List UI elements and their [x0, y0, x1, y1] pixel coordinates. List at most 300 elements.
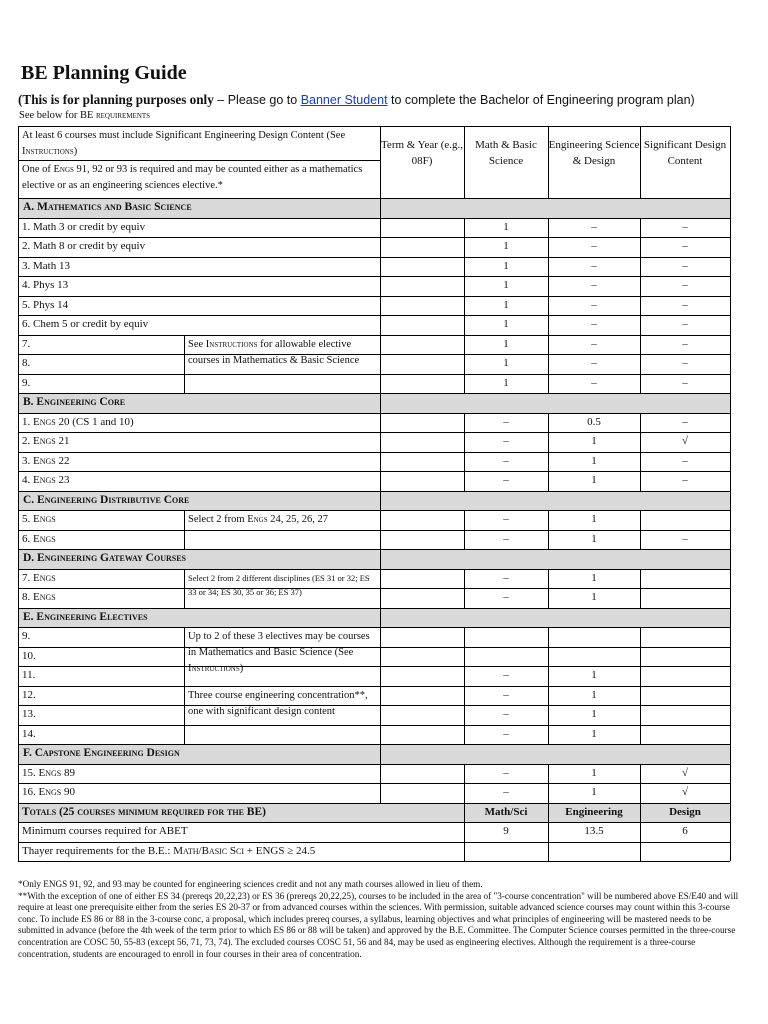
- math-credit: 1: [503, 298, 509, 311]
- table-column-rule: [464, 315, 465, 335]
- page-title: BE Planning Guide: [21, 62, 187, 84]
- table-column-rule: [184, 510, 185, 530]
- col-engineering-science-design: Engineering Science & Design: [548, 139, 640, 167]
- engineering-credit: –: [591, 279, 597, 291]
- table-column-rule: [640, 257, 641, 277]
- term-year-input[interactable]: [380, 627, 464, 647]
- engineering-credit: 1: [591, 766, 597, 779]
- math-credit: –: [503, 708, 509, 720]
- table-column-rule: [380, 705, 381, 725]
- table-column-rule: [640, 354, 641, 374]
- design-credit: –: [682, 259, 688, 272]
- table-column-rule: [380, 549, 381, 569]
- table-column-rule: [464, 432, 465, 452]
- design-credit: –: [682, 220, 688, 233]
- table-column-rule: [548, 842, 549, 862]
- term-year-input[interactable]: [380, 315, 464, 335]
- table-column-rule: [640, 335, 641, 355]
- row-label: [18, 783, 380, 803]
- table-column-rule: [548, 783, 549, 803]
- row-label-engs: Engs: [33, 474, 56, 486]
- table-rule: [18, 764, 730, 765]
- table-column-rule: [184, 666, 185, 686]
- header-engs-note-a: One of: [22, 164, 54, 175]
- table-column-rule: [548, 315, 549, 335]
- table-column-rule: [640, 126, 641, 198]
- table-rule: [18, 315, 730, 316]
- table-column-rule: [464, 647, 465, 667]
- math-credit: –: [503, 727, 509, 740]
- table-column-rule: [548, 627, 549, 647]
- section-a-title: A. Mathematics and Basic Science: [23, 201, 192, 213]
- table-column-rule: [380, 276, 381, 296]
- table-column-rule: [380, 491, 381, 511]
- engineering-credit: 1: [591, 669, 597, 681]
- table-column-rule: [640, 686, 641, 706]
- header-engs-note-engs: Engs: [53, 164, 74, 175]
- table-column-rule: [640, 783, 641, 803]
- table-column-rule: [640, 530, 641, 550]
- table-column-rule: [548, 705, 549, 725]
- table-rule: [18, 413, 730, 414]
- table-rule: [18, 218, 730, 219]
- table-column-rule: [640, 413, 641, 433]
- row-label: [18, 588, 184, 608]
- table-rule: [18, 471, 730, 472]
- table-rule: [18, 452, 730, 453]
- math-credit: 1: [503, 240, 509, 252]
- section-b-title: B. Engineering Core: [23, 396, 126, 408]
- math-credit: 1: [503, 279, 509, 291]
- table-column-rule: [640, 296, 641, 316]
- table-column-rule: [380, 530, 381, 550]
- table-column-rule: [640, 588, 641, 608]
- table-column-rule: [380, 471, 381, 491]
- engineering-credit: 1: [591, 454, 597, 467]
- row-label: [18, 471, 380, 491]
- math-credit: 1: [503, 376, 509, 389]
- section-d-title: D. Engineering Gateway Courses: [23, 552, 186, 564]
- table-rule: [18, 608, 730, 609]
- term-year-input[interactable]: [380, 686, 464, 706]
- design-credit: –: [682, 279, 688, 291]
- table-column-rule: [640, 803, 641, 823]
- table-column-rule: [464, 822, 465, 842]
- note-c-select: Select 2 from: [188, 514, 248, 525]
- header-design-note-end: ): [73, 145, 78, 157]
- section-d: [18, 549, 730, 569]
- design-credit: –: [682, 415, 688, 428]
- term-year-input[interactable]: [380, 296, 464, 316]
- row-label: 10.: [22, 649, 36, 662]
- design-credit: –: [682, 298, 688, 311]
- row-label-engs: Engs: [33, 532, 56, 545]
- design-credit: –: [682, 337, 688, 350]
- table-column-rule: [380, 666, 381, 686]
- row-label-prefix: 8.: [22, 591, 33, 603]
- row-label-suffix: 23: [55, 474, 70, 486]
- row-label-prefix: 2.: [22, 435, 33, 447]
- row-label-prefix: 6.: [22, 532, 33, 545]
- row-label-prefix: 15.: [22, 766, 39, 779]
- table-rule: [18, 530, 730, 531]
- table-column-rule: [640, 666, 641, 686]
- term-year-input[interactable]: [380, 530, 464, 550]
- design-credit: √: [681, 786, 689, 798]
- footnote-2: **With the exception of one of either ES 34 (prereqs 20,22,23) or ES 36 (prereqs 20,22,25), courses to be included in the area of "3-course concentration" will be numbered above ES/E40 and will require at least one prerequisite either from the series ES 20-37 or from advanced courses within the sciences. With permission, suitable advanced science courses may count within this 3-course conc. To include ES 86 or 88 in the 3-course conc, a proposal, which includes prereq courses, a syllabus, learning objectives and what principles of engineering will be mastered needs to be submitted in advance (before the 4th week of the term prior to which ES 86 or 88 will be taken) and approved by the B.E. Committee. The Computer Science courses permitted in the three-course concentration are COSC 50, 55-83 (except 56, 71, 73, 74). The excluded courses COSC 51, 56 and 84, may be used as engineering electives. Although the requirement is a three-course concentration, students are encouraged to enroll in four courses in their area of concentration.: [18, 890, 739, 959]
- table-column-rule: [640, 452, 641, 472]
- table-rule: [18, 491, 730, 492]
- table-column-rule: [464, 218, 465, 238]
- row-label-engs: Engs: [33, 571, 56, 584]
- table-column-rule: [640, 822, 641, 842]
- table-column-rule: [184, 530, 185, 550]
- header-divider: [18, 160, 380, 161]
- term-year-input[interactable]: [380, 374, 464, 394]
- table-column-rule: [184, 335, 185, 355]
- header-design-note-instructions: Instructions: [22, 145, 74, 157]
- term-year-input[interactable]: [380, 705, 464, 725]
- table-column-rule: [640, 842, 641, 862]
- table-rule: [18, 198, 730, 199]
- table-column-rule: [464, 510, 465, 530]
- note-e-upto: Up to 2 of these 3 electives may be courses in Mathematics and Basic Science (See: [188, 631, 370, 658]
- term-year-input[interactable]: [380, 666, 464, 686]
- term-year-input[interactable]: [380, 432, 464, 452]
- note-concentration: [184, 686, 380, 745]
- subtitle: [18, 92, 695, 108]
- abet-eng: 13.5: [584, 825, 604, 837]
- row-label: 11.: [22, 669, 36, 681]
- table-column-rule: [640, 218, 641, 238]
- row-label-prefix: 5.: [22, 513, 33, 525]
- table-column-rule: [380, 686, 381, 706]
- row-label: 13.: [22, 708, 36, 720]
- table-column-rule: [464, 237, 465, 257]
- math-credit: –: [503, 688, 509, 701]
- row-label-suffix: 22: [55, 454, 70, 467]
- row-label-engs: Engs: [38, 766, 62, 779]
- abet-math: 9: [503, 825, 509, 837]
- math-credit: –: [503, 571, 509, 584]
- note-c-list: 24, 25, 26, 27: [267, 514, 328, 525]
- engineering-credit: –: [591, 259, 597, 272]
- table-column-rule: [380, 335, 381, 355]
- table-column-rule: [184, 588, 185, 608]
- table-column-rule: [548, 432, 549, 452]
- math-credit: 1: [503, 357, 509, 369]
- table-column-rule: [640, 764, 641, 784]
- note-e-instructions: Instructions: [188, 663, 240, 674]
- table-column-rule: [640, 705, 641, 725]
- row-label-prefix: 4.: [22, 474, 33, 486]
- design-credit: –: [682, 454, 688, 467]
- table-column-rule: [548, 296, 549, 316]
- math-credit: –: [503, 669, 509, 681]
- table-column-rule: [380, 198, 381, 218]
- design-credit: [640, 569, 730, 589]
- note-a-rest: for allowable elective courses in Mathematics & Basic Science: [188, 338, 360, 366]
- math-credit: –: [503, 532, 509, 545]
- table-column-rule: [380, 744, 381, 764]
- math-credit: –: [503, 415, 509, 428]
- table-column-rule: [548, 803, 549, 823]
- design-credit: [640, 705, 730, 725]
- design-credit: –: [682, 357, 688, 369]
- table-column-rule: [548, 588, 549, 608]
- row-label: [18, 510, 184, 530]
- section-f-title: F. Capstone Engineering Design: [23, 747, 180, 759]
- term-year-input[interactable]: [380, 354, 464, 374]
- row-label-prefix: 3.: [22, 454, 33, 467]
- table-column-rule: [548, 647, 549, 667]
- table-column-rule: [184, 705, 185, 725]
- row-label: [18, 530, 184, 550]
- engineering-credit: 1: [591, 532, 597, 545]
- design-credit: √: [681, 435, 689, 447]
- table-column-rule: [464, 335, 465, 355]
- see-below-requirements: requirements: [95, 110, 151, 121]
- row-label-suffix: 21: [55, 435, 70, 447]
- table-column-rule: [18, 126, 19, 861]
- engineering-credit: [548, 627, 640, 647]
- math-credit: [464, 647, 548, 667]
- note-math-electives: [184, 335, 380, 394]
- design-credit: [640, 666, 730, 686]
- header-design-note: [18, 127, 378, 160]
- term-year-input[interactable]: [380, 276, 464, 296]
- row-label-engs: Engs: [38, 786, 62, 798]
- table-column-rule: [640, 237, 641, 257]
- table-column-rule: [380, 432, 381, 452]
- table-column-rule: [380, 315, 381, 335]
- term-year-input[interactable]: [380, 335, 464, 355]
- table-column-rule: [548, 471, 549, 491]
- note-a-instructions: Instructions: [205, 338, 258, 350]
- totals-label: Totals (25 courses minimum required for the BE): [22, 805, 266, 818]
- math-credit: –: [503, 454, 509, 467]
- table-column-rule: [380, 725, 381, 745]
- table-rule: [18, 276, 730, 277]
- table-column-rule: [380, 374, 381, 394]
- table-column-rule: [184, 569, 185, 589]
- section-c-shade: [464, 491, 730, 511]
- table-column-rule: [548, 354, 549, 374]
- engineering-credit: 1: [591, 708, 597, 720]
- term-year-input[interactable]: [380, 510, 464, 530]
- section-a-shade: [464, 198, 730, 218]
- table-column-rule: [380, 627, 381, 647]
- math-credit: –: [503, 766, 509, 779]
- table-column-rule: [548, 257, 549, 277]
- table-column-rule: [184, 627, 185, 647]
- row-label: 12.: [22, 688, 36, 701]
- row-label-engs: Engs: [33, 591, 56, 603]
- table-column-rule: [380, 257, 381, 277]
- table-rule: [18, 569, 730, 570]
- header-engs-note-c: 91, 92 or 93 is required and may be counted either as a mathematics elective or as an engineering sciences elective.*: [22, 164, 363, 191]
- engineering-credit: 0.5: [587, 415, 601, 428]
- section-d-shade: [464, 549, 730, 569]
- design-credit: –: [682, 474, 688, 486]
- design-credit: [640, 627, 730, 647]
- table-column-rule: [640, 725, 641, 745]
- design-credit: –: [682, 532, 688, 545]
- math-credit: 1: [503, 337, 509, 350]
- table-column-rule: [640, 432, 641, 452]
- table-column-rule: [184, 374, 185, 394]
- term-year-input[interactable]: [380, 647, 464, 667]
- design-credit: –: [682, 376, 688, 389]
- term-year-input[interactable]: [380, 569, 464, 589]
- table-column-rule: [380, 354, 381, 374]
- table-rule: [18, 126, 730, 127]
- term-year-input[interactable]: [380, 413, 464, 433]
- table-column-rule: [380, 126, 381, 198]
- table-rule: [18, 861, 730, 862]
- engineering-credit: 1: [591, 688, 597, 701]
- row-label: 7.: [22, 337, 31, 350]
- table-rule: [18, 725, 730, 726]
- section-b: [18, 393, 730, 413]
- note-d-select: Select 2 from 2 different disciplines (ES 31 or 32; ES 33 or 34; ES 30, 35 or 36; ES 37): [188, 572, 370, 597]
- table-rule: [18, 705, 730, 706]
- design-credit: –: [682, 318, 688, 330]
- term-year-input[interactable]: [380, 257, 464, 277]
- table-column-rule: [464, 686, 465, 706]
- table-column-rule: [548, 530, 549, 550]
- totals-math-header: Math/Sci: [484, 805, 528, 818]
- table-column-rule: [548, 413, 549, 433]
- engineering-credit: 1: [591, 513, 597, 525]
- table-column-rule: [380, 393, 381, 413]
- table-column-rule: [380, 237, 381, 257]
- engineering-credit: 1: [591, 786, 597, 798]
- table-column-rule: [548, 569, 549, 589]
- note-a-see: See: [188, 338, 206, 350]
- table-rule: [18, 393, 730, 394]
- term-year-input[interactable]: [380, 764, 464, 784]
- table-column-rule: [184, 686, 185, 706]
- row-label: 9.: [22, 376, 31, 389]
- row-label: [18, 432, 380, 452]
- subtitle-bold: (This is for planning purposes only: [18, 92, 214, 107]
- design-credit: [640, 647, 730, 667]
- term-year-input[interactable]: [380, 452, 464, 472]
- table-column-rule: [380, 647, 381, 667]
- table-rule: [18, 666, 730, 667]
- row-label: [18, 413, 380, 433]
- table-column-rule: [548, 725, 549, 745]
- term-year-input[interactable]: [380, 783, 464, 803]
- math-credit: –: [503, 474, 509, 486]
- note-elective-math: [184, 627, 380, 686]
- row-label-suffix: 89: [61, 766, 75, 779]
- table-column-rule: [640, 510, 641, 530]
- table-column-rule: [464, 452, 465, 472]
- row-label-prefix: 7.: [22, 571, 33, 584]
- table-rule: [18, 627, 730, 628]
- totals-design-header: Design: [669, 805, 701, 818]
- section-e: [18, 608, 730, 628]
- section-c-title: C. Engineering Distributive Core: [23, 493, 190, 506]
- table-column-rule: [640, 647, 641, 667]
- totals-eng-header: Engineering: [565, 805, 623, 818]
- engineering-credit: 1: [591, 571, 597, 584]
- table-column-rule: [464, 803, 465, 823]
- table-column-rule: [464, 471, 465, 491]
- term-year-input[interactable]: [380, 588, 464, 608]
- row-label-suffix: 90: [61, 786, 75, 798]
- table-rule: [18, 822, 730, 823]
- table-column-rule: [464, 705, 465, 725]
- section-f-shade: [464, 744, 730, 764]
- section-f: [18, 744, 730, 764]
- term-year-input[interactable]: [380, 237, 464, 257]
- table-column-rule: [184, 725, 185, 745]
- table-column-rule: [464, 413, 465, 433]
- term-year-input[interactable]: [380, 471, 464, 491]
- table-column-rule: [464, 627, 465, 647]
- table-rule: [18, 803, 730, 804]
- design-credit: [640, 725, 730, 745]
- table-rule: [18, 354, 730, 355]
- table-column-rule: [464, 764, 465, 784]
- row-label-engs: Engs: [33, 513, 56, 525]
- table-column-rule: [380, 783, 381, 803]
- table-column-rule: [380, 218, 381, 238]
- term-year-input[interactable]: [380, 725, 464, 745]
- table-column-rule: [380, 569, 381, 589]
- term-year-input[interactable]: [380, 218, 464, 238]
- table-rule: [18, 237, 730, 238]
- table-column-rule: [380, 588, 381, 608]
- row-label: [18, 452, 380, 472]
- math-credit: 1: [503, 318, 509, 330]
- math-credit: –: [503, 591, 509, 603]
- design-credit: [640, 510, 730, 530]
- table-rule: [18, 296, 730, 297]
- subtitle-dash: – Please go to: [213, 93, 301, 107]
- table-rule: [18, 335, 730, 336]
- table-column-rule: [464, 783, 465, 803]
- table-rule: [18, 588, 730, 589]
- table-column-rule: [730, 126, 731, 861]
- table-rule: [18, 744, 730, 745]
- table-column-rule: [548, 218, 549, 238]
- math-credit: –: [503, 786, 509, 798]
- math-credit: 1: [503, 220, 509, 233]
- note-e-three: Three course engineering concentration**, one with significant design content: [188, 689, 368, 717]
- row-label: 3. Math 13: [22, 259, 70, 272]
- table-column-rule: [464, 530, 465, 550]
- table-column-rule: [380, 452, 381, 472]
- table-column-rule: [548, 335, 549, 355]
- section-b-shade: [464, 393, 730, 413]
- engineering-credit: –: [591, 337, 597, 350]
- row-label: 1. Math 3 or credit by equiv: [22, 220, 146, 233]
- table-column-rule: [640, 276, 641, 296]
- thayer-requirement: [18, 842, 464, 862]
- footnote-1: *Only ENGS 91, 92, and 93 may be counted for engineering sciences credit and not any math courses allowed in lieu of them.: [18, 879, 483, 889]
- table-column-rule: [548, 510, 549, 530]
- table-column-rule: [548, 374, 549, 394]
- table-column-rule: [464, 276, 465, 296]
- table-column-rule: [548, 822, 549, 842]
- table-rule: [18, 647, 730, 648]
- banner-student-link[interactable]: Banner Student: [300, 93, 388, 107]
- engineering-credit: 1: [591, 435, 597, 447]
